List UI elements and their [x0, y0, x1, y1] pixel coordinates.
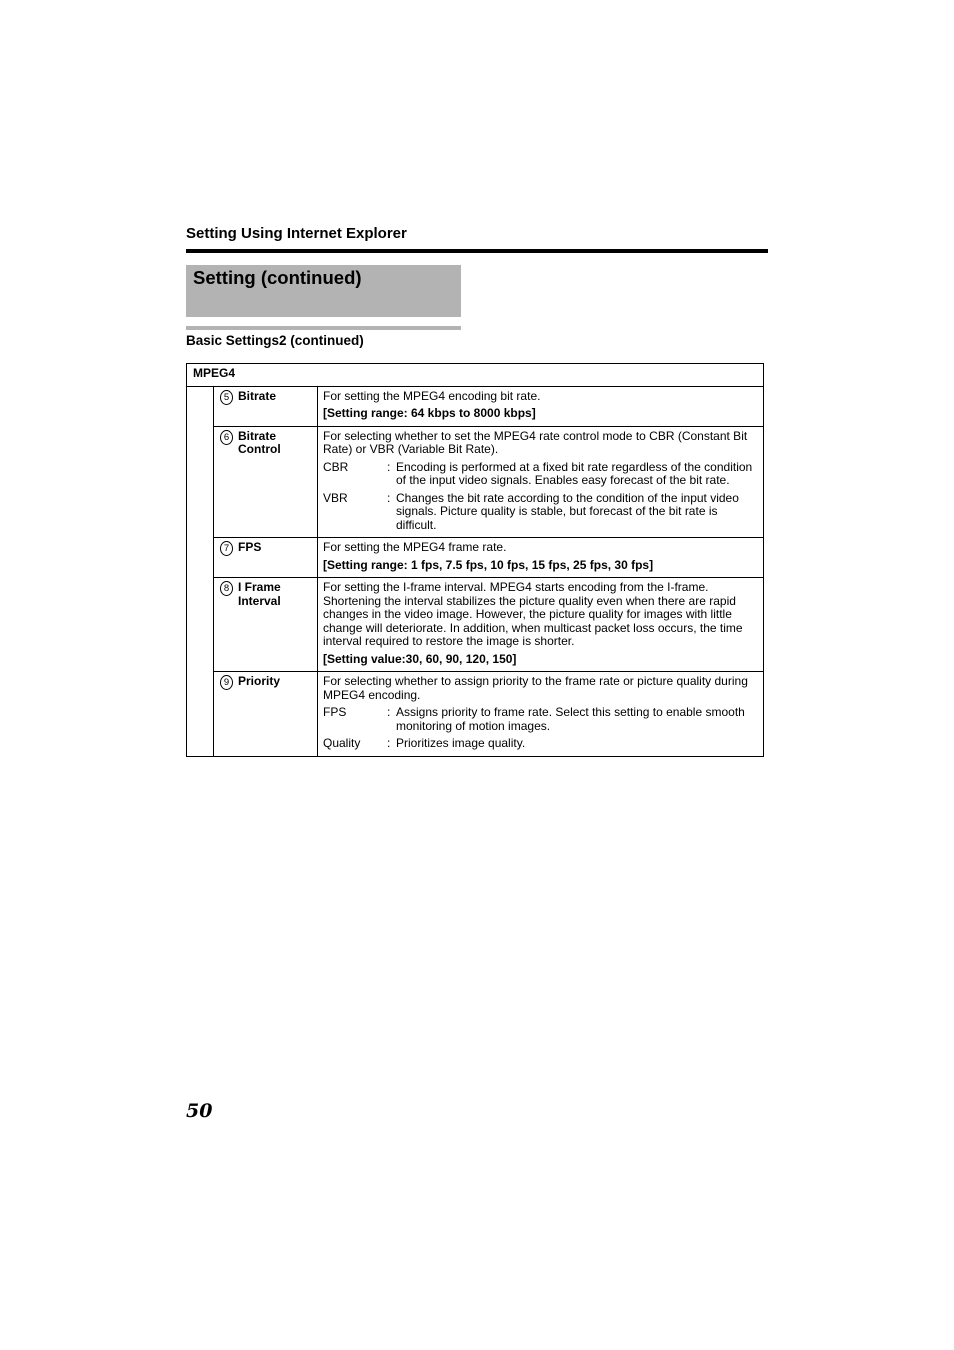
- setting-desc-cell: [318, 538, 764, 578]
- setting-desc: For setting the I-frame interval. MPEG4 starts encoding from the I-frame. Shortening the interval stabilizes the picture quality even when there are rapid changes in the video image. However, the picture quality for images with little change will deteriorate. In addition, when multicast packet loss occurs, the time interval required to restore the image is shorter.: [323, 580, 743, 648]
- setting-name-cell: [214, 672, 318, 757]
- title-rule: [186, 326, 461, 330]
- header-rule: [186, 249, 768, 253]
- setting-desc: For setting the MPEG4 encoding bit rate.: [323, 388, 541, 403]
- setting-name-cell: [214, 386, 318, 426]
- setting-name: Bitrate Control: [238, 428, 281, 456]
- option-text: Assigns priority to frame rate. Select this setting to enable smooth monitoring of motion images.: [396, 705, 745, 733]
- option-text: Encoding is performed at a fixed bit rate regardless of the condition of the input video signals. Enables easy forecast of the bit rate.: [396, 459, 753, 487]
- setting-name-cell: [214, 538, 318, 578]
- setting-desc-cell: [318, 578, 764, 672]
- setting-name: Priority: [238, 674, 281, 688]
- setting-name-cell: [214, 426, 318, 538]
- number-circle-icon: 5: [220, 390, 233, 405]
- option-item: [323, 706, 757, 733]
- setting-name: I Frame Interval: [238, 580, 281, 608]
- option-item: [323, 737, 757, 751]
- section-header: Setting Using Internet Explorer: [186, 225, 407, 242]
- setting-desc-cell: [318, 426, 764, 538]
- subtitle: Basic Settings2 (continued): [186, 333, 364, 348]
- table-row: [187, 578, 764, 672]
- table-row: [187, 672, 764, 757]
- table-row: [187, 426, 764, 538]
- setting-desc-cell: [318, 672, 764, 757]
- option-item: [323, 461, 757, 488]
- setting-desc-cell: [318, 386, 764, 426]
- setting-desc: For selecting whether to set the MPEG4 rate control mode to CBR (Constant Bit Rate) or VBR (Variable Bit Rate).: [323, 428, 748, 456]
- title-box: [186, 265, 461, 317]
- option-colon: :: [387, 705, 391, 719]
- page-number: 50: [186, 1100, 213, 1122]
- setting-name: Bitrate: [238, 388, 277, 403]
- number-circle-icon: 8: [220, 581, 233, 596]
- option-key: CBR: [323, 459, 349, 474]
- option-item: [323, 492, 757, 533]
- page-title: Setting (continued): [193, 267, 362, 288]
- option-key: FPS: [323, 705, 347, 719]
- option-text: Prioritizes image quality.: [396, 736, 526, 750]
- number-circle-icon: 7: [220, 541, 233, 556]
- number-circle-icon: 9: [220, 675, 233, 690]
- option-text: Changes the bit rate according to the condition of the input video signals. Picture quality is stable, but forecast of the bit rate is difficult.: [396, 490, 739, 532]
- group-label: MPEG4: [187, 364, 764, 387]
- option-colon: :: [387, 736, 391, 750]
- option-key: VBR: [323, 490, 348, 505]
- option-colon: :: [387, 490, 391, 505]
- setting-desc: For selecting whether to assign priority to the frame rate or picture quality during MPEG4 encoding.: [323, 674, 748, 702]
- number-circle-icon: 6: [220, 430, 233, 445]
- option-key: Quality: [323, 736, 361, 750]
- settings-table: [186, 363, 764, 757]
- setting-name: FPS: [238, 540, 262, 554]
- indent-cell: [187, 386, 214, 756]
- setting-name-cell: [214, 578, 318, 672]
- option-colon: :: [387, 459, 391, 474]
- setting-desc: For setting the MPEG4 frame rate.: [323, 540, 507, 554]
- table-row: [187, 386, 764, 426]
- table-group-row: [187, 364, 764, 387]
- setting-range: [Setting range: 1 fps, 7.5 fps, 10 fps, 15 fps, 25 fps, 30 fps]: [323, 557, 654, 572]
- table-row: [187, 538, 764, 578]
- setting-range: [Setting value:30, 60, 90, 120, 150]: [323, 651, 517, 666]
- setting-range: [Setting range: 64 kbps to 8000 kbps]: [323, 406, 536, 420]
